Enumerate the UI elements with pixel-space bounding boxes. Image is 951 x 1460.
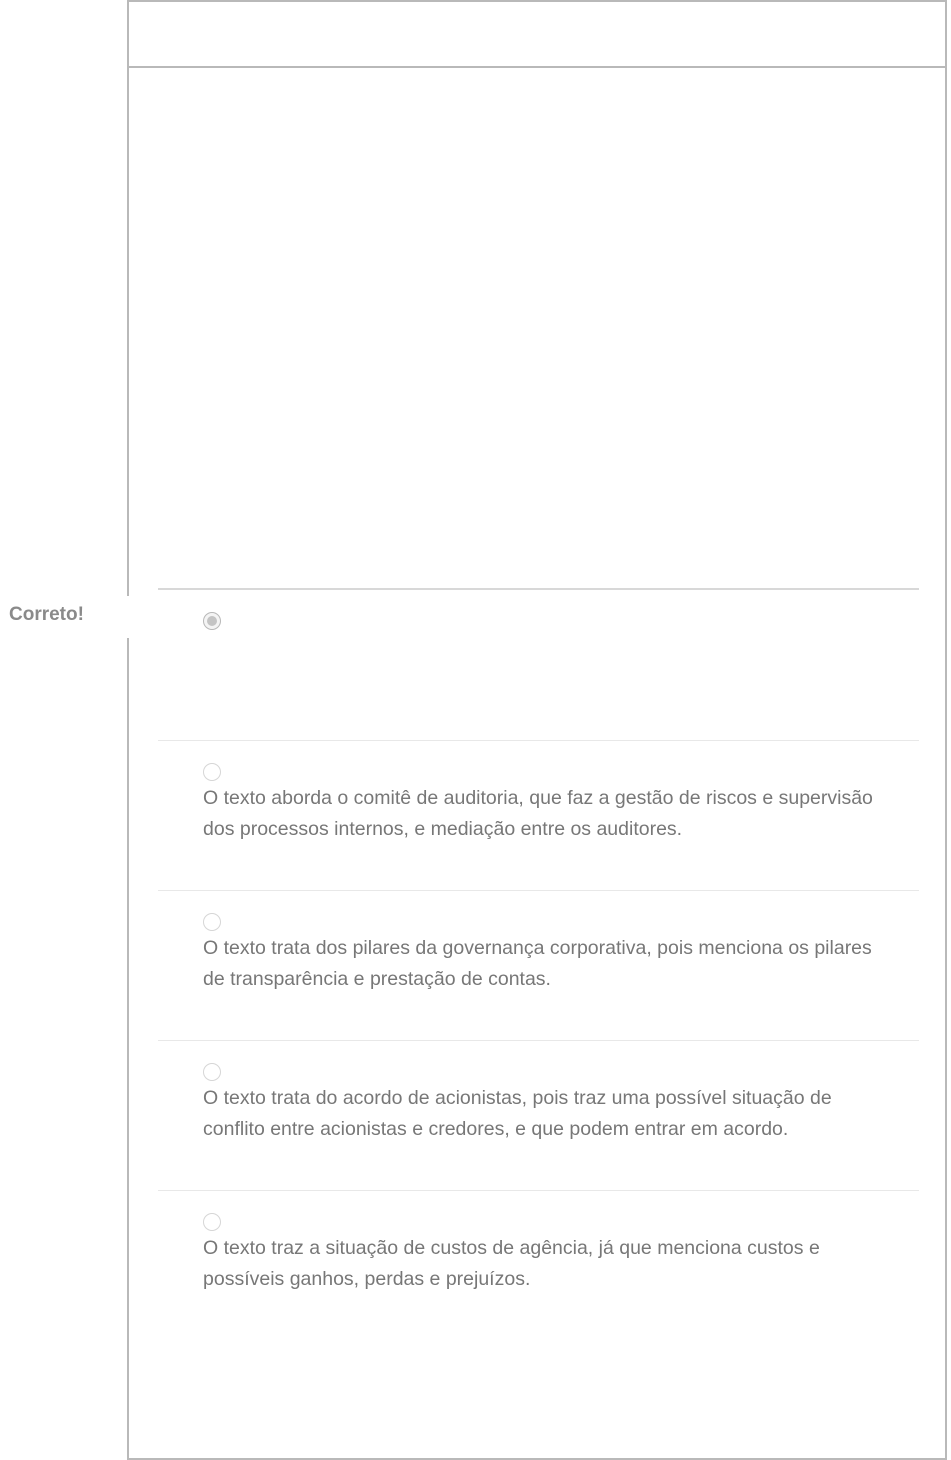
correct-answer-badge — [0, 596, 138, 638]
answer-option[interactable] — [158, 740, 919, 890]
answer-option[interactable] — [158, 1190, 919, 1340]
radio-button[interactable] — [203, 1063, 221, 1081]
answer-option[interactable] — [158, 1040, 919, 1190]
answer-text: O texto aborda o comitê de auditoria, que faz a gestão de riscos e supervisão dos processos internos, e mediação entre os auditores. — [203, 787, 873, 840]
radio-button[interactable] — [203, 763, 221, 781]
radio-button[interactable] — [203, 1213, 221, 1231]
answer-option[interactable] — [158, 588, 919, 740]
answer-list — [158, 588, 919, 1340]
feedback-label: Correto! — [9, 604, 84, 625]
answer-text: O texto trata do acordo de acionistas, pois traz uma possível situação de conflito entre acionistas e credores, e que podem entrar em acordo. — [203, 1087, 832, 1140]
answer-text: O texto traz a situação de custos de agência, já que menciona custos e possíveis ganhos, perdas e prejuízos. — [203, 1237, 820, 1290]
question-header — [129, 2, 945, 68]
radio-button[interactable] — [203, 913, 221, 931]
radio-button-selected[interactable] — [203, 612, 221, 630]
answer-option[interactable] — [158, 890, 919, 1040]
answer-text: O texto trata dos pilares da governança corporativa, pois menciona os pilares de transparência e prestação de contas. — [203, 937, 872, 990]
